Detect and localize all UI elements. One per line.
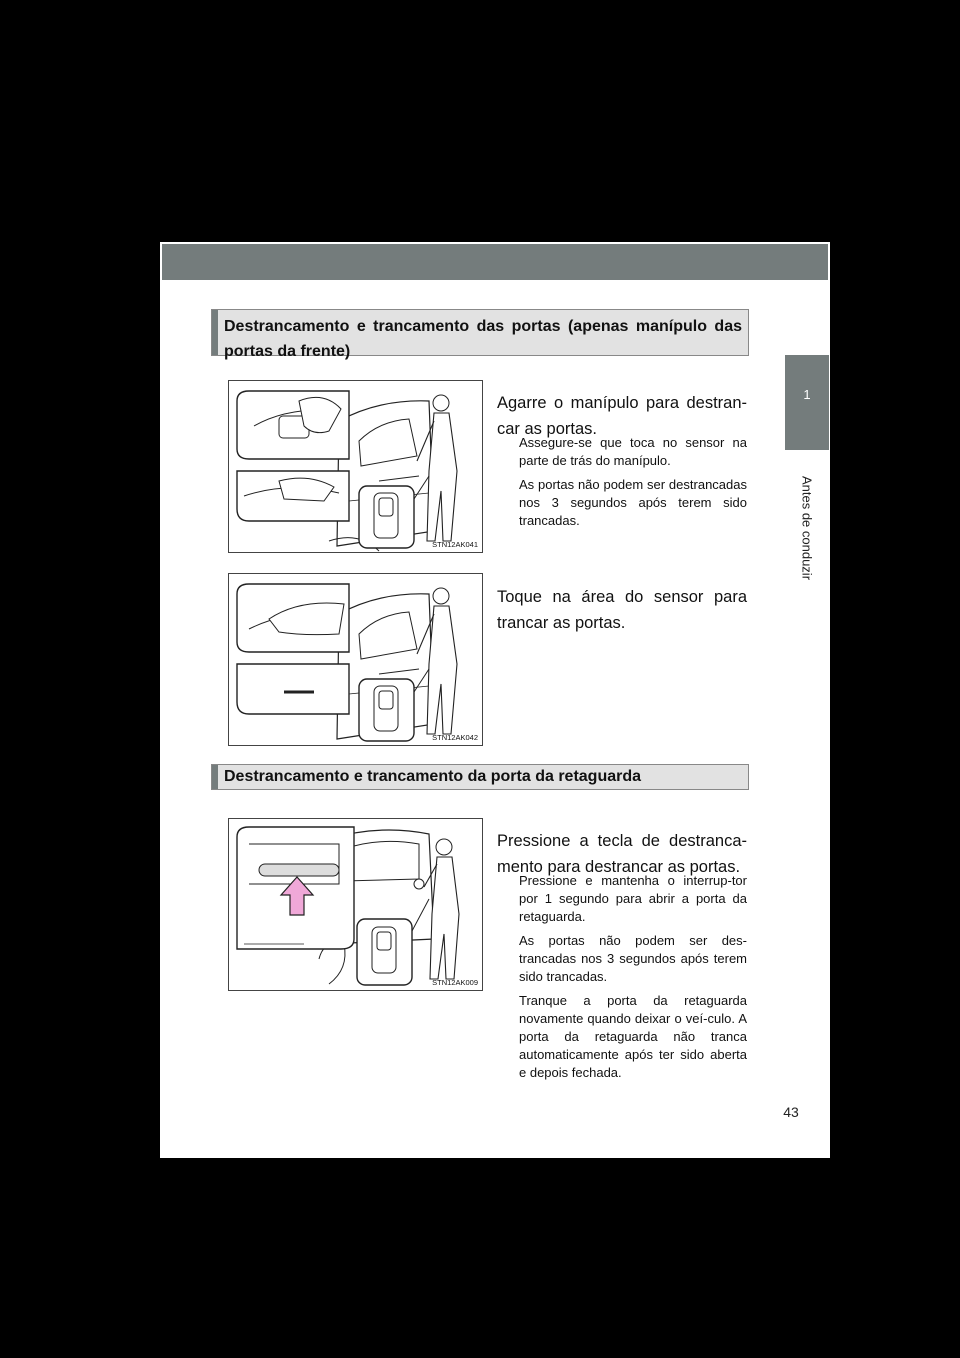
chapter-side-label	[783, 470, 831, 585]
chapter-title: Antes de conduzir	[799, 475, 815, 580]
note-item: As portas não podem ser des-trancadas nos 3 segundos após terem sido trancadas.	[519, 933, 747, 984]
figure-code: STN12AK041	[432, 540, 478, 549]
section-heading-front-doors: Destrancamento e trancamento das portas (apenas manípulo das portas da frente)	[211, 309, 749, 356]
chapter-number: 1	[803, 387, 811, 402]
page-number: 43	[783, 1104, 799, 1120]
step-text: Pressione a tecla de destranca-mento para destrancar as portas.	[497, 832, 747, 876]
note-item: Assegure-se que toca no sensor na parte de trás do manípulo.	[519, 435, 747, 468]
chapter-tab	[785, 355, 829, 450]
figure-code: STN12AK009	[432, 978, 478, 987]
illustration-rear-door-switch	[229, 819, 482, 990]
section-heading-rear-door: Destrancamento e trancamento da porta da retaguarda	[211, 764, 749, 790]
step-text: Agarre o manípulo para destran-car as portas.	[497, 394, 747, 438]
illustration-grip-handle	[229, 381, 482, 552]
figure-touch-sensor	[228, 573, 483, 746]
step-text: Toque na área do sensor para trancar as portas.	[497, 588, 747, 632]
figure-grip-handle	[228, 380, 483, 553]
illustration-touch-sensor	[229, 574, 482, 745]
figure-rear-door-switch	[228, 818, 483, 991]
header-bar	[162, 244, 828, 280]
note-item: As portas não podem ser destrancadas nos 3 segundos após terem sido trancadas.	[519, 477, 747, 528]
note-item: Pressione e mantenha o interrup-tor por 1 segundo para abrir a porta da retaguarda.	[519, 873, 747, 924]
note-item: Tranque a porta da retaguarda novamente quando deixar o veí-culo. A porta da retaguarda não tranca automaticamente após ter sido aberta e depois fechada.	[519, 993, 747, 1080]
figure-code: STN12AK042	[432, 733, 478, 742]
